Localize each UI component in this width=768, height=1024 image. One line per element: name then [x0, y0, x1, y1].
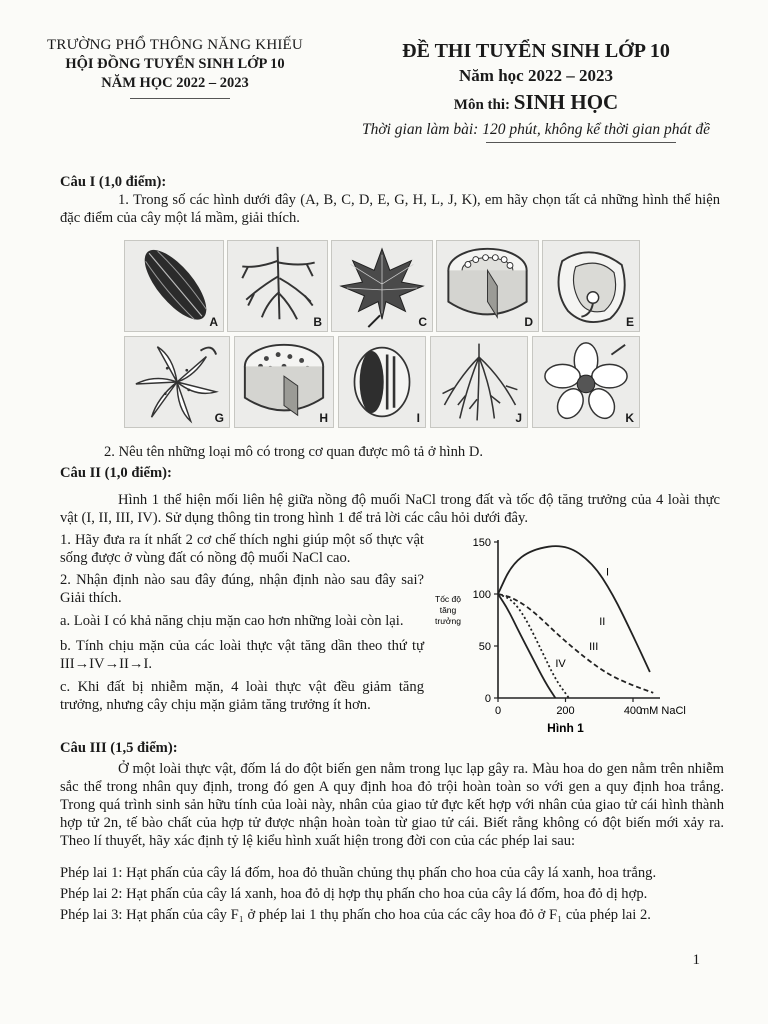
q2-statement-c: c. Khi đất bị nhiễm mặn, 4 loài thực vật đều giảm tăng trưởng, nhưng cây chịu mặn giảm tăng trưởng ít hơn.: [60, 679, 424, 713]
series-line-II: [498, 594, 653, 693]
exam-year: Năm học 2022 – 2023: [459, 66, 613, 85]
page-number: 1: [692, 952, 700, 968]
series-label-III: III: [589, 641, 599, 654]
exam-duration: Thời gian làm bài: 120 phút, không kể thời gian phát đề: [361, 121, 711, 138]
chart-caption: Hình 1: [547, 721, 584, 735]
q2-intro: Hình 1 thể hiện mối liên hệ giữa nồng độ muối NaCl trong đất và tốc độ tăng trưởng của 4 loài thực vật (I, II, III, IV). Sử dụng thông tin trong hình 1 để trả lời các câu hỏi dưới đây.: [60, 492, 720, 526]
school-year: NĂM HỌC 2022 – 2023: [101, 75, 249, 91]
exam-title: ĐỀ THI TUYỂN SINH LỚP 10: [402, 40, 670, 62]
figure-E-seed-section-tile: [542, 240, 640, 332]
q3-heading: Câu III (1,5 điểm):: [60, 740, 178, 756]
figure-B-root-tile: [227, 240, 328, 332]
q3-cross-3: Phép lai 3: Hạt phấn của cây F₁ ở phép lai 1 thụ phấn cho hoa của các cây hoa đỏ ở F₁ của phép lai 2.: [60, 907, 651, 923]
y-tick-label: 150: [472, 537, 491, 549]
q3-paragraph: Ở một loài thực vật, đốm lá do đột biến gen nằm trong lục lạp gây ra. Màu hoa do gen nằm trên nhiễm sắc thể trong nhân quy định, trong đó gen A quy định hoa đỏ trội hoàn toàn so với gen a quy định hoa trắng. Trong quá trình sinh sản hữu tính của loài này, nhân của giao tử đực kết hợp với nhân của giao tử cái hình thành hợp tử 2n, tế bào chất của hợp tử được nhận hoàn toàn từ giao tử cái. Biết rằng không có đột biến mới xảy ra. Theo lí thuyết, hãy xác định tỷ lệ kiểu hình xuất hiện trong đời con của các phép lai sau:: [60, 761, 724, 849]
salt-growth-chart: [430, 530, 686, 740]
figure-I-corn-seed-tile: [338, 336, 426, 428]
q3-cross-2: Phép lai 2: Hạt phấn của cây lá xanh, hoa đỏ dị hợp thụ phấn cho hoa của cây lá đốm, hoa đỏ dị hợp.: [60, 886, 648, 902]
figure-H-monocot-stem-tile: [234, 336, 334, 428]
figure-label: A: [209, 315, 218, 329]
figure-A-seed-tile: [124, 240, 224, 332]
exam-subject: Môn thi: SINH HỌC: [453, 90, 619, 114]
figure-J-fibrous-root-tile: [430, 336, 528, 428]
q2-sub2: 2. Nhận định nào sau đây đúng, nhận định nào sau đây sai? Giải thích.: [60, 572, 424, 606]
chart-canvas: [430, 530, 686, 740]
q1-part2: 2. Nêu tên những loại mô có trong cơ quan được mô tả ở hình D.: [104, 444, 484, 460]
figure-G-lily-flower-tile: [124, 336, 230, 428]
figure-label: K: [625, 411, 634, 425]
y-axis-label: Tốc độ tăng trưởng: [435, 594, 461, 626]
subject-name: SINH HỌC: [513, 90, 619, 114]
x-axis-label: mM NaCl: [640, 705, 686, 717]
figure-label: D: [524, 315, 533, 329]
figure-label: E: [625, 315, 634, 329]
series-label-II: II: [599, 616, 606, 629]
corn-seed-section-icon: [339, 337, 425, 427]
q2-statement-b: b. Tính chịu mặn của các loài thực vật tăng dần theo thứ tự III→IV→II→I.: [60, 638, 424, 672]
figure-label: B: [313, 315, 322, 329]
figure-label: I: [416, 411, 420, 425]
series-label-IV: IV: [555, 657, 566, 670]
q2-statement-a: a. Loài I có khả năng chịu mặn cao hơn những loài còn lại.: [60, 613, 404, 629]
exam-header: [332, 38, 740, 141]
figure-label: G: [214, 411, 224, 425]
q3-cross-1: Phép lai 1: Hạt phấn của cây lá đốm, hoa đỏ thuần chủng thụ phấn cho hoa của cây lá xanh, hoa trắng.: [60, 865, 657, 881]
q1-heading: Câu I (1,0 điểm):: [60, 174, 167, 190]
figure-label: H: [319, 411, 328, 425]
figure-C-leaf-tile: [331, 240, 433, 332]
figure-K-flower-tile: [532, 336, 640, 428]
header-left-underline: [130, 98, 230, 99]
q2-sub1: 1. Hãy đưa ra ít nhất 2 cơ chế thích nghi giúp một số thực vật sống được ở vùng đất có nồng độ muối NaCl cao.: [60, 532, 424, 566]
bean-seed-section-icon: [543, 241, 639, 331]
series-label-I: I: [606, 566, 610, 579]
lily-flower-icon: [125, 337, 229, 427]
series-line-IV: [498, 594, 555, 698]
maple-leaf-icon: [332, 241, 432, 331]
plant-figure-grid: [124, 240, 640, 430]
y-tick-label: 100: [472, 589, 491, 601]
school-header: [20, 36, 330, 93]
five-petal-flower-icon: [533, 337, 639, 427]
figure-label: C: [418, 315, 427, 329]
q1-part1: 1. Trong số các hình dưới đây (A, B, C, D, E, G, H, L, J, K), em hãy chọn tất cả những hình thể hiện đặc điểm của cây một lá mầm, giải thích.: [60, 192, 720, 226]
x-tick-label: 400: [623, 705, 643, 717]
figure-label: J: [515, 411, 522, 425]
school-name: TRƯỜNG PHỔ THÔNG NĂNG KHIẾU: [47, 37, 303, 53]
header-right-underline: [486, 142, 676, 143]
y-tick-label: 0: [484, 693, 491, 705]
seed-icon: [125, 241, 223, 331]
series-line-I: [498, 546, 650, 672]
taproot-icon: [228, 241, 327, 331]
x-tick-label: 200: [556, 705, 575, 717]
fibrous-root-icon: [431, 337, 527, 427]
monocot-stem-section-icon: [235, 337, 333, 427]
q2-heading: Câu II (1,0 điểm):: [60, 465, 172, 481]
y-tick-label: 50: [478, 641, 491, 653]
council-name: HỘI ĐỒNG TUYỂN SINH LỚP 10: [65, 56, 285, 72]
dicot-stem-section-icon: [437, 241, 538, 331]
figure-D-stem-section-tile: [436, 240, 539, 332]
x-tick-label: 0: [494, 705, 502, 717]
